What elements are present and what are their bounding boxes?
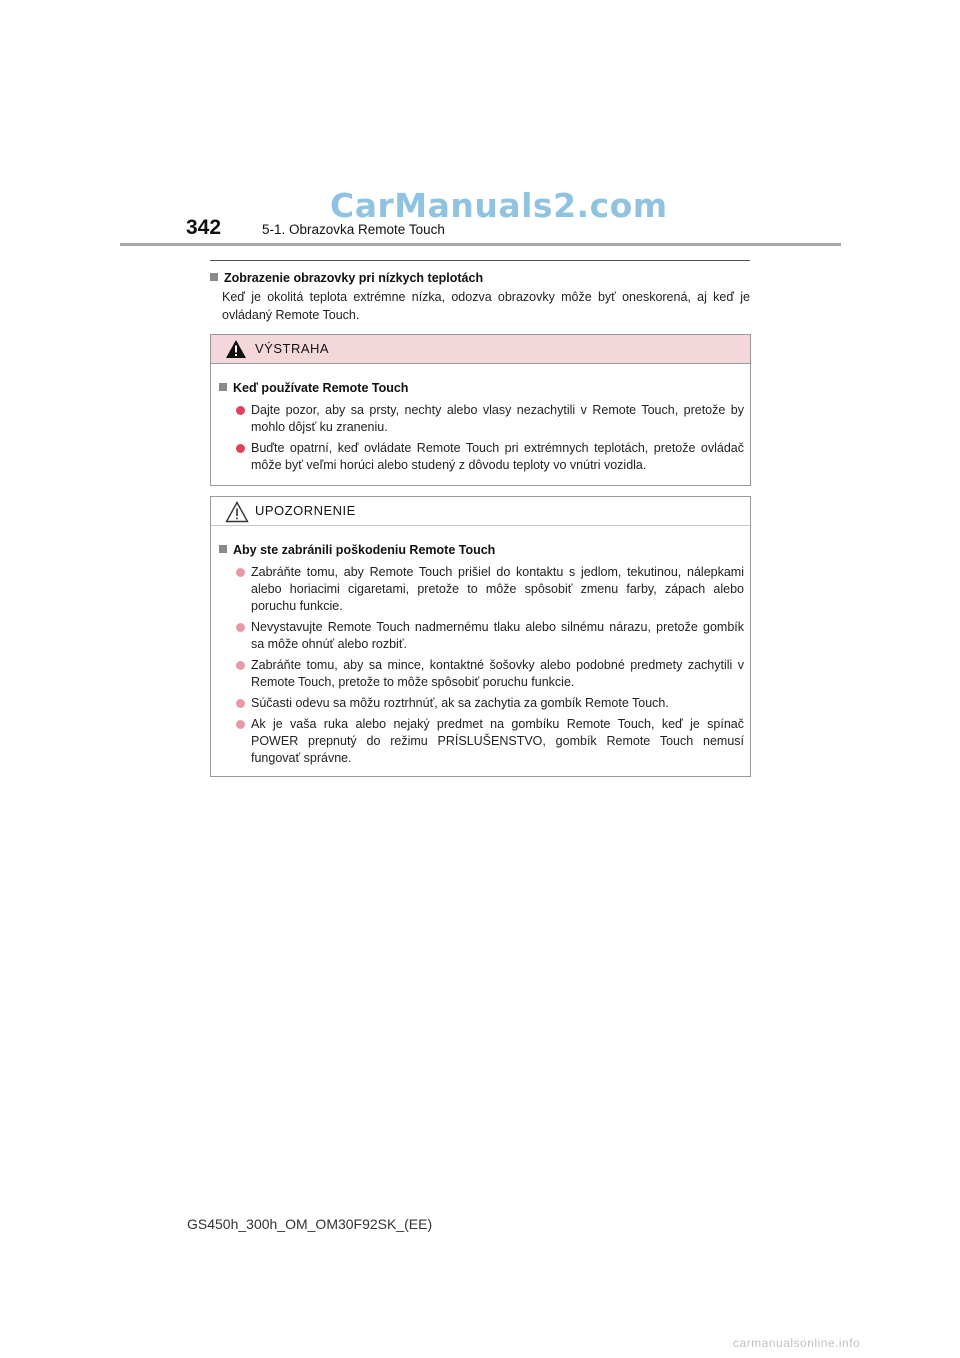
chapter-title: 5-1. Obrazovka Remote Touch: [262, 222, 445, 237]
warning-item: Buďte opatrní, keď ovládate Remote Touch pri extrémnych teplotách, pretože ovládač môže byť veľmi horúci alebo studený z dôvodu teploty vo vnútri vozidla.: [219, 440, 744, 474]
warning-item: Dajte pozor, aby sa prsty, nechty alebo vlasy nezachytili v Remote Touch, pretože by mohlo dôjsť ku zraneniu.: [219, 402, 744, 436]
notice-item: Zabráňte tomu, aby Remote Touch prišiel do kontaktu s jedlom, tekutinou, nálepkami alebo horiacimi cigaretami, pretože to môže spôsobiť zmenu farby, zápach alebo poruchu funkcie.: [219, 564, 744, 615]
notice-box: [210, 496, 751, 777]
warning-title: VÝSTRAHA: [255, 341, 330, 356]
notice-heading: Aby ste zabránili poškodeniu Remote Touch: [219, 540, 744, 560]
square-bullet-icon: [219, 545, 227, 553]
bullet-icon: [236, 568, 245, 577]
bullet-icon: [236, 661, 245, 670]
bullet-icon: [236, 720, 245, 729]
warning-triangle-icon: [225, 339, 247, 359]
bullet-icon: [236, 699, 245, 708]
section-divider: [210, 260, 750, 261]
notice-header: [211, 497, 750, 526]
watermark-footer: carmanualsonline.info: [733, 1336, 861, 1350]
section-paragraph: Keď je okolitá teplota extrémne nízka, odozva obrazovky môže byť oneskorená, aj keď je ovládaný Remote Touch.: [222, 290, 750, 322]
notice-item: Ak je vaša ruka alebo nejaký predmet na gombíku Remote Touch, keď je spínač POWER prepnutý do režimu PRÍSLUŠENSTVO, gombík Remote Touch nemusí fungovať správne.: [219, 716, 744, 767]
caution-triangle-icon: [225, 501, 249, 523]
bullet-icon: [236, 623, 245, 632]
section-heading: Zobrazenie obrazovky pri nízkych teplotách: [210, 268, 750, 288]
watermark-logo: CarManuals2.com: [330, 186, 668, 225]
notice-item: Súčasti odevu sa môžu roztrhnúť, ak sa zachytia za gombík Remote Touch.: [219, 695, 744, 712]
warning-heading: Keď používate Remote Touch: [219, 378, 744, 398]
square-bullet-icon: [210, 273, 218, 281]
page-number: 342: [186, 216, 222, 239]
square-bullet-icon: [219, 383, 227, 391]
notice-item: Nevystavujte Remote Touch nadmernému tlaku alebo silnému nárazu, pretože gombík sa môže ohnúť alebo rozbiť.: [219, 619, 744, 653]
notice-title: UPOZORNENIE: [255, 503, 356, 518]
warning-header: [211, 335, 750, 364]
notice-item: Zabráňte tomu, aby sa mince, kontaktné šošovky alebo podobné predmety zachytili v Remote Touch, pretože to môže spôsobiť poruchu funkcie.: [219, 657, 744, 691]
bullet-icon: [236, 444, 245, 453]
document-code: GS450h_300h_OM_OM30F92SK_(EE): [187, 1216, 433, 1232]
section-low-temperature: [210, 268, 750, 324]
header-divider: [120, 243, 841, 246]
bullet-icon: [236, 406, 245, 415]
warning-box: [210, 334, 751, 486]
